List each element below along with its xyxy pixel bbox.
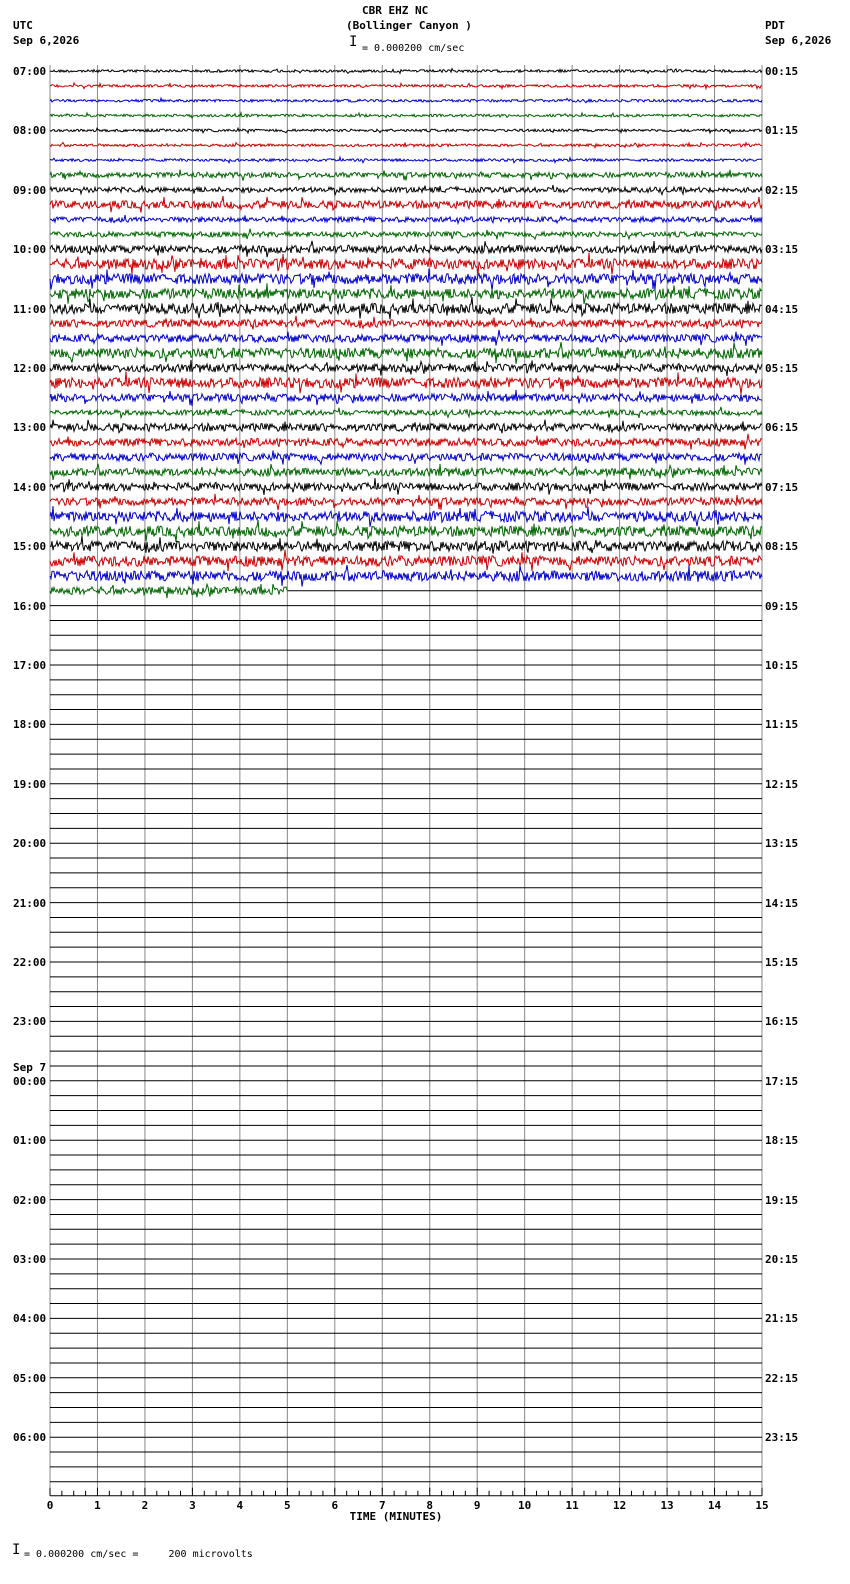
utc-hour-label: 19:00 (13, 777, 47, 791)
x-tick-label: 13 (660, 1498, 674, 1512)
x-tick-label: 12 (612, 1498, 627, 1512)
x-tick-label: 7 (378, 1498, 386, 1512)
trace-row-12 (50, 241, 762, 257)
seismic-traces (50, 69, 762, 599)
pdt-hour-label: 22:15 (765, 1371, 799, 1385)
trace-row-3 (50, 113, 762, 118)
pdt-hour-label: 08:15 (765, 540, 799, 554)
x-tick-label: 10 (518, 1498, 532, 1512)
utc-hour-label: 10:00 (13, 243, 47, 257)
pdt-hour-label: 07:15 (765, 480, 799, 494)
trace-row-11 (50, 229, 762, 240)
trace-row-22 (50, 390, 762, 406)
trace-row-33 (50, 550, 762, 571)
pdt-hour-label: 15:15 (765, 956, 799, 969)
left-timezone: UTC (13, 19, 33, 32)
utc-hour-label: 14:00 (13, 480, 47, 494)
x-tick-label: 4 (236, 1498, 244, 1512)
pdt-hour-label: 21:15 (765, 1312, 799, 1326)
utc-hour-label: 07:00 (13, 65, 47, 78)
trace-row-34 (50, 565, 762, 587)
utc-hour-label: 02:00 (13, 1193, 47, 1207)
trace-row-19 (50, 342, 762, 364)
pdt-hour-label: 11:15 (765, 718, 799, 732)
pdt-hour-label: 00:15 (765, 65, 799, 78)
trace-row-30 (50, 506, 762, 527)
pdt-hour-label: 03:15 (765, 243, 799, 257)
utc-hour-label: 17:00 (13, 659, 47, 672)
pdt-hour-label: 10:15 (765, 659, 799, 672)
scale-bar-icon: I (349, 34, 358, 50)
trace-row-4 (50, 128, 762, 133)
x-tick-label: 2 (141, 1498, 149, 1512)
utc-hour-label: 21:00 (13, 896, 47, 910)
pdt-hour-label: 04:15 (765, 302, 799, 316)
date-change-label: Sep 7 (13, 1060, 47, 1074)
utc-hour-label: 09:00 (13, 183, 47, 197)
time-axis (47, 1488, 769, 1523)
trace-row-25 (50, 434, 762, 450)
footer-scale-icon: I (12, 1542, 21, 1558)
trace-row-29 (50, 494, 762, 510)
x-axis-label: TIME (MINUTES) (349, 1509, 443, 1523)
utc-hour-label: 12:00 (13, 362, 47, 375)
utc-hour-label: 13:00 (13, 421, 47, 435)
location-title: (Bollinger Canyon ) (346, 19, 472, 32)
utc-hour-label: 08:00 (13, 124, 47, 138)
x-tick-label: 8 (426, 1498, 434, 1512)
utc-hour-label: 04:00 (13, 1312, 47, 1326)
trace-row-10 (50, 215, 762, 223)
trace-row-16 (50, 297, 762, 319)
trace-row-24 (50, 420, 762, 434)
pdt-hour-label: 14:15 (765, 896, 799, 910)
pdt-hour-label: 09:15 (765, 599, 799, 613)
pdt-hour-label: 01:15 (765, 124, 799, 138)
utc-hour-label: 06:00 (13, 1431, 47, 1445)
scale-text: = 0.000200 cm/sec (362, 43, 465, 54)
trace-row-8 (50, 185, 762, 195)
trace-row-23 (50, 407, 762, 418)
trace-row-20 (50, 360, 762, 376)
pdt-hour-label: 20:15 (765, 1253, 799, 1266)
x-tick-label: 1 (94, 1498, 101, 1512)
trace-row-6 (50, 157, 762, 163)
trace-row-0 (50, 69, 762, 74)
pdt-hour-label: 05:15 (765, 362, 799, 375)
x-tick-label: 15 (755, 1498, 769, 1512)
trace-row-31 (50, 520, 762, 542)
utc-hour-label: 16:00 (13, 599, 47, 613)
trace-row-18 (50, 330, 762, 346)
utc-hour-label: 05:00 (13, 1371, 47, 1385)
x-tick-label: 14 (707, 1498, 722, 1512)
trace-row-9 (50, 196, 762, 213)
trace-row-35 (50, 584, 287, 598)
trace-row-32 (50, 536, 762, 554)
trace-row-14 (50, 269, 762, 291)
x-tick-label: 11 (565, 1498, 579, 1512)
utc-hour-label: 00:00 (13, 1074, 47, 1088)
trace-row-17 (50, 316, 762, 330)
trace-row-27 (50, 464, 762, 480)
utc-hour-label: 20:00 (13, 837, 47, 851)
trace-row-7 (50, 170, 762, 181)
x-tick-label: 0 (46, 1498, 54, 1512)
utc-hour-label: 03:00 (13, 1253, 47, 1266)
trace-row-21 (50, 371, 762, 394)
utc-hour-label: 23:00 (13, 1015, 47, 1029)
station-title: CBR EHZ NC (362, 4, 429, 17)
trace-row-2 (50, 98, 762, 103)
pdt-hour-label: 23:15 (765, 1431, 799, 1445)
footer-scale-text: = 0.000200 cm/sec = 200 microvolts (24, 1549, 253, 1560)
pdt-hour-label: 18:15 (765, 1134, 799, 1148)
pdt-hour-label: 17:15 (765, 1074, 799, 1088)
pdt-hour-label: 02:15 (765, 183, 799, 197)
x-tick-label: 5 (284, 1498, 291, 1512)
pdt-hour-label: 13:15 (765, 837, 799, 851)
x-tick-label: 9 (473, 1498, 481, 1512)
trace-row-13 (50, 253, 762, 275)
pdt-hour-label: 16:15 (765, 1015, 799, 1029)
x-tick-label: 3 (189, 1498, 196, 1512)
left-date: Sep 6,2026 (13, 34, 80, 47)
pdt-hour-label: 12:15 (765, 777, 799, 791)
right-date: Sep 6,2026 (765, 34, 832, 47)
utc-hour-label: 15:00 (13, 540, 47, 554)
trace-row-5 (50, 143, 762, 148)
utc-hour-label: 11:00 (13, 302, 47, 316)
utc-hour-label: 01:00 (13, 1134, 47, 1148)
trace-row-1 (50, 83, 762, 89)
pdt-hour-label: 06:15 (765, 421, 799, 435)
trace-row-28 (50, 478, 762, 495)
utc-hour-label: 22:00 (13, 956, 47, 969)
trace-row-26 (50, 451, 762, 465)
x-tick-label: 6 (331, 1498, 339, 1512)
right-timezone: PDT (765, 19, 785, 32)
pdt-hour-label: 19:15 (765, 1193, 799, 1207)
utc-hour-label: 18:00 (13, 718, 47, 732)
